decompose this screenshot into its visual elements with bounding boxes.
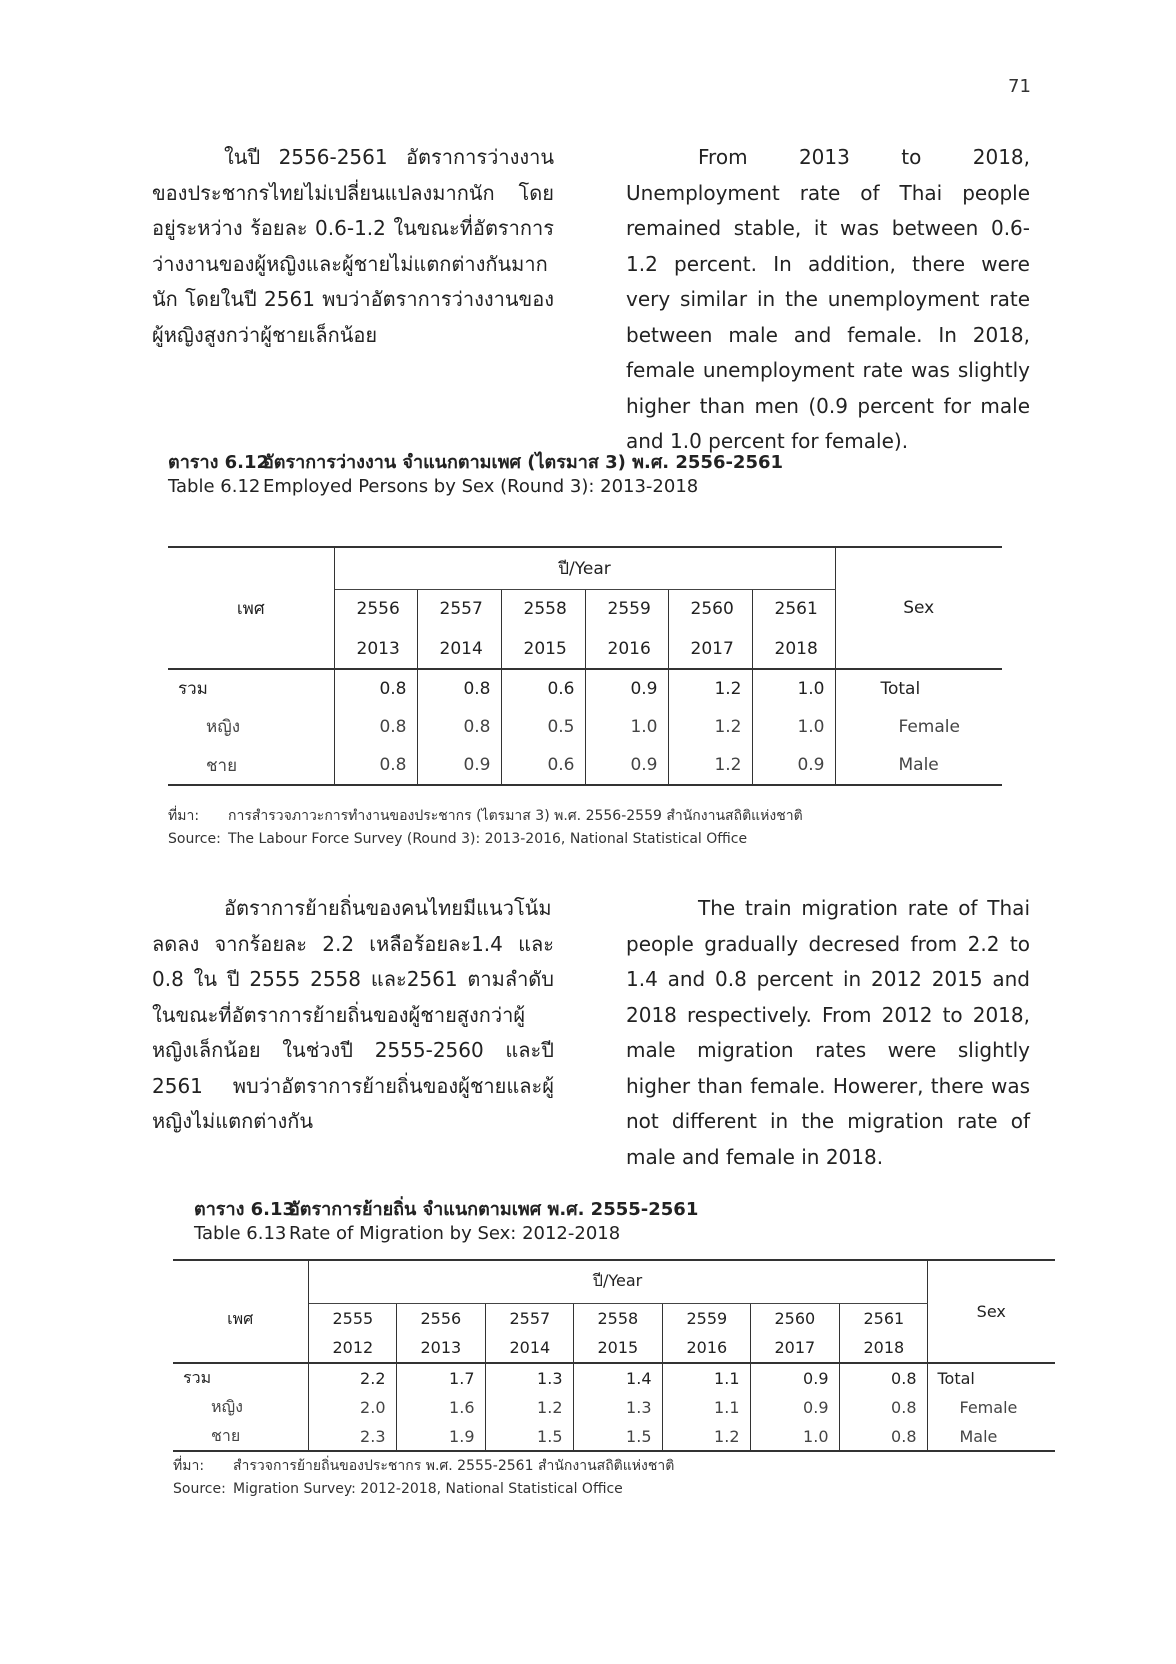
table1-cell: 0.9 (752, 746, 835, 785)
table1-cell: 0.8 (417, 707, 501, 746)
table1-row-label-thai: หญิง (168, 707, 334, 746)
table1-caption-thai-text: อัตราการว่างงาน จำแนกตามเพศ (ไตรมาส 3) พ.ศ. 2556-2561 (263, 452, 784, 473)
table1-cell: 0.9 (417, 746, 501, 785)
table1-year-ce: 2013 (334, 629, 417, 669)
table1-cell: 0.6 (501, 669, 585, 707)
table2-cell: 0.8 (891, 1398, 917, 1417)
table2-row-label-thai: หญิง (173, 1393, 308, 1422)
table2-sex-header-thai: เพศ (173, 1260, 308, 1363)
table-row (173, 1393, 1055, 1422)
table2-cell: 1.1 (662, 1363, 750, 1393)
table1-row-label-english: Male (835, 746, 1002, 785)
table2-year-be: 2561 (863, 1308, 905, 1328)
table1-caption-english-label: Table 6.12 (168, 476, 261, 497)
table1-source-thai-label: ที่มา: (168, 808, 200, 824)
table2-cell: 1.9 (396, 1422, 485, 1451)
table2-caption-english-text: Rate of Migration by Sex: 2012-2018 (289, 1223, 621, 1244)
table1-row-label-thai: รวม (168, 669, 334, 707)
table2-cell: 1.5 (485, 1422, 573, 1451)
table1-source-thai-text: การสำรวจภาวะการทำงานของประชากร (ไตรมาส 3) พ.ศ. 2556-2559 สำนักงานสถิติแห่งชาติ (228, 808, 803, 824)
table-row (173, 1422, 1055, 1451)
section1-english-paragraph: From 2013 to 2018, Unemployment rate of Thai people remained stable, it was between 0.6-1.2 percent. In addition, there were very similar in the unemployment rate between male and female. In 2018, female unemployment rate was slightly higher than men (0.9 percent for male and 1.0 percent for female). (626, 145, 1030, 453)
table1-row-label-english: Female (835, 707, 1002, 746)
table2-source-thai (173, 1455, 674, 1477)
table2-cell: 0.9 (750, 1393, 839, 1422)
table2-caption-thai (194, 1194, 698, 1223)
table2-row-label-thai: รวม (173, 1363, 308, 1393)
table2-year-ce: 2012 (308, 1333, 396, 1363)
table2-year-ce: 2017 (750, 1333, 839, 1363)
table2-year-be: 2560 (750, 1303, 839, 1333)
table2-year-header: ปี/Year (308, 1260, 927, 1303)
table1-source-english (168, 831, 747, 847)
table2-year-be: 2556 (396, 1303, 485, 1333)
page-number: 71 (1008, 76, 1031, 97)
table1-row-label-english: Total (835, 669, 1002, 707)
table1-sex-header-thai: เพศ (168, 547, 334, 669)
table2-cell: 1.6 (396, 1393, 485, 1422)
table1-cell: 1.0 (585, 707, 668, 746)
table2-sex-header-english: Sex (927, 1260, 1055, 1363)
table-row (168, 746, 1002, 785)
table2-cell: 0.8 (839, 1422, 927, 1451)
table-row (168, 669, 1002, 707)
table1-cell: 0.6 (501, 746, 585, 785)
table2-cell: 1.5 (573, 1422, 662, 1451)
table1-cell: 0.9 (585, 669, 668, 707)
section2-english-paragraph: The train migration rate of Thai people gradually decresed from 2.2 to 1.4 and 0.8 percent in 2012 2015 and 2018 respectively. From 2012 to 2018, male migration rates were slightly higher than female. Howerer, there was not different in the migration rate of male and female in 2018. (626, 896, 1030, 1169)
table2-cell: 0.9 (750, 1363, 839, 1393)
table2-row-label-english: Total (927, 1363, 1055, 1393)
table2-year-be: 2558 (573, 1303, 662, 1333)
table2-cell: 1.2 (485, 1393, 573, 1422)
table1-year-be: 2559 (585, 589, 668, 629)
table1-cell: 0.8 (334, 746, 417, 785)
table1-cell: 1.2 (668, 707, 752, 746)
table1-year-be: 2558 (501, 589, 585, 629)
table1-cell: 1.2 (668, 746, 752, 785)
table1-cell: 0.8 (417, 669, 501, 707)
table2-cell: 1.7 (396, 1363, 485, 1393)
table1-year-be: 2561 (774, 599, 818, 620)
table1-cell: 1.0 (797, 678, 825, 699)
table1-row-label-thai: ชาย (168, 746, 334, 785)
table1-cell: 0.9 (585, 746, 668, 785)
table2-caption-thai-text: อัตราการย้ายถิ่น จำแนกตามเพศ พ.ศ. 2555-2561 (289, 1199, 699, 1220)
table2-caption-english-label: Table 6.13 (194, 1223, 287, 1244)
table1-year-header: ปี/Year (334, 547, 835, 589)
table2-cell: 1.2 (662, 1422, 750, 1451)
table2-cell: 1.4 (573, 1363, 662, 1393)
table1-cell: 0.8 (334, 707, 417, 746)
table1-year-ce: 2014 (417, 629, 501, 669)
table-row (168, 707, 1002, 746)
table1-year-be: 2560 (668, 589, 752, 629)
table1-cell: 0.5 (501, 707, 585, 746)
table2-cell: 1.3 (573, 1393, 662, 1422)
table2-cell: 2.2 (308, 1363, 396, 1393)
table2-cell: 1.3 (485, 1363, 573, 1393)
table1-caption-thai-label: ตาราง 6.12 (168, 452, 270, 473)
table-row (173, 1363, 1055, 1393)
table2-year-ce: 2016 (662, 1333, 750, 1363)
table1-source-english-text: The Labour Force Survey (Round 3): 2013-2016, National Statistical Office (228, 831, 748, 847)
table1-cell: 1.0 (797, 716, 825, 737)
table1-year-be: 2557 (417, 589, 501, 629)
table2-year-be: 2557 (485, 1303, 573, 1333)
table-6-13 (173, 1259, 1055, 1452)
table2-year-be: 2559 (662, 1303, 750, 1333)
table1-source-thai (168, 805, 803, 827)
table2-year-ce: 2013 (396, 1333, 485, 1363)
table2-row-label-english: Male (927, 1422, 1055, 1451)
table1-caption-english-text: Employed Persons by Sex (Round 3): 2013-2018 (263, 476, 699, 497)
table1-caption-thai (168, 447, 783, 476)
table1-cell: 1.2 (668, 669, 752, 707)
table1-caption-english (168, 476, 698, 497)
table2-row-label-english: Female (927, 1393, 1055, 1422)
table2-year-ce: 2018 (839, 1333, 927, 1363)
table1-sex-header-english: Sex (835, 547, 1002, 669)
table2-cell: 2.0 (308, 1393, 396, 1422)
table2-source-thai-label: ที่มา: (173, 1458, 205, 1474)
table1-source-english-label: Source: (168, 831, 221, 847)
table1-year-be: 2556 (334, 589, 417, 629)
table2-caption-thai-label: ตาราง 6.13 (194, 1199, 296, 1220)
table1-year-ce: 2018 (752, 629, 835, 669)
table1-year-ce: 2015 (501, 629, 585, 669)
table2-source-english (173, 1481, 623, 1497)
table-6-12 (168, 546, 1002, 786)
table2-row-label-thai: ชาย (173, 1422, 308, 1451)
table1-year-ce: 2017 (668, 629, 752, 669)
table2-year-ce: 2015 (573, 1333, 662, 1363)
table2-year-be: 2555 (308, 1303, 396, 1333)
table2-source-english-text: Migration Survey: 2012-2018, National Statistical Office (233, 1481, 623, 1497)
section2-thai-paragraph: อัตราการย้ายถิ่นของคนไทยมีแนวโน้มลดลง จากร้อยละ 2.2 เหลือร้อยละ1.4 และ 0.8 ใน ปี 2555 2558 และ2561 ตามลำดับ ในขณะที่อัตราการย้ายถิ่นของผู้ชายสูงกว่าผู้หญิงเล็กน้อย ในช่วงปี 2555-2560 และปี 2561 พบว่าอัตราการย้ายถิ่นของผู้ชายและผู้หญิงไม่แตกต่างกัน (152, 896, 554, 1133)
table2-cell: 0.8 (891, 1369, 917, 1388)
table2-caption-english (194, 1223, 620, 1244)
table1-cell: 0.8 (334, 669, 417, 707)
table2-year-ce: 2014 (485, 1333, 573, 1363)
table2-cell: 1.1 (662, 1393, 750, 1422)
table2-source-english-label: Source: (173, 1481, 226, 1497)
table2-source-thai-text: สำรวจการย้ายถิ่นของประชากร พ.ศ. 2555-2561 สำนักงานสถิติแห่งชาติ (233, 1458, 675, 1474)
table2-cell: 2.3 (308, 1422, 396, 1451)
table1-year-ce: 2016 (585, 629, 668, 669)
table2-cell: 1.0 (750, 1422, 839, 1451)
section1-thai-paragraph: ในปี 2556-2561 อัตราการว่างงานของประชากรไทยไม่เปลี่ยนแปลงมากนัก โดยอยู่ระหว่าง ร้อยละ 0.6-1.2 ในขณะที่อัตราการว่างงานของผู้หญิงและผู้ชายไม่แตกต่างกันมากนัก โดยในปี 2561 พบว่าอัตราการว่างงานของผู้หญิงสูงกว่าผู้ชายเล็กน้อย (152, 145, 554, 347)
